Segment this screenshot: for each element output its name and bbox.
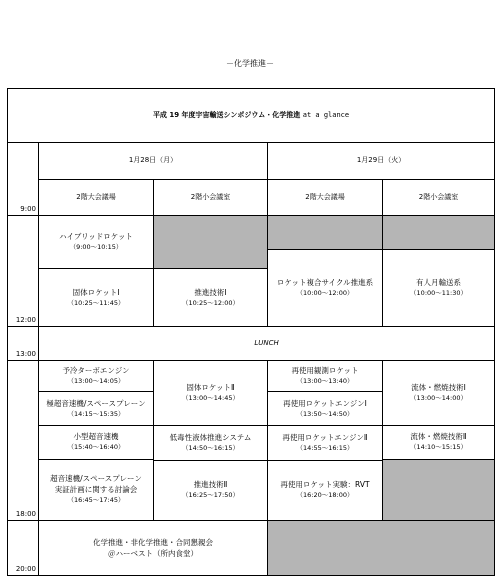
session-name: 再使用観測ロケット [291, 366, 359, 376]
session-name: 予冷ターボエンジン [62, 366, 130, 376]
day-1-header: 1月28日（月） [39, 143, 268, 179]
empty-slot [383, 460, 495, 520]
room-d1-hall: 2階大会議場 [39, 179, 154, 215]
room-d1-room: 2階小会議室 [154, 179, 268, 215]
lunch-break: LUNCH [39, 326, 495, 360]
session-time: （14:50～16:15） [182, 443, 239, 452]
session-time: （15:40～16:40） [67, 443, 125, 452]
session-d1-hall-precool [39, 361, 154, 392]
schedule-title [8, 89, 495, 143]
time-label-2000: 20:00 [8, 520, 39, 575]
empty-slot [268, 216, 383, 249]
session-time: （16:20～18:00） [296, 491, 354, 500]
session-name: 再使用ロケットエンジンⅠ [283, 398, 367, 408]
session-time: （13:00～13:40） [296, 377, 354, 386]
session-d2-hall-engine2 [268, 425, 383, 460]
session-name: 低毒性液体推進システム [169, 432, 252, 442]
room-d2-hall: 2階大会議場 [268, 179, 383, 215]
reception-line1: 化学推進・非化学推進・合同懇親会 [93, 537, 213, 547]
empty-slot [268, 520, 495, 575]
session-d2-room-fluid1 [383, 361, 495, 426]
session-name: 再使用ロケット実験：RVT [280, 480, 370, 490]
session-name: 流体・燃焼技術Ⅰ [411, 382, 466, 392]
session-d1-hall-small [39, 425, 154, 459]
session-d1-hall-debate [39, 460, 154, 520]
session-time: （14:10～15:15） [410, 443, 468, 452]
session-time: （10:25～11:45） [67, 298, 125, 307]
time-label-1300: 13:00 [8, 326, 39, 360]
session-time: （13:00～14:45） [182, 393, 239, 402]
session-d2-hall-combined [268, 249, 383, 326]
session-d1-hall-solid1 [39, 269, 154, 326]
session-d1-room-prop1 [154, 269, 268, 326]
time-label-1200: 12:00 [8, 216, 39, 327]
session-name: 推進技術Ⅰ [194, 287, 227, 297]
session-name: 再使用ロケットエンジンⅡ [282, 432, 368, 442]
session-time: （14:55～16:15） [296, 443, 354, 452]
session-time: （10:00～11:30） [410, 288, 468, 297]
session-d1-hall-hybrid [39, 216, 154, 269]
session-name: ロケット複合サイクル推進系 [276, 277, 374, 287]
title-suffix: at a glance [302, 111, 350, 120]
session-d2-hall-engine1 [268, 392, 383, 425]
session-name: 固体ロケットⅠ [72, 287, 120, 297]
empty-slot [154, 216, 268, 269]
session-name: 固体ロケットⅡ [186, 382, 235, 392]
schedule-table [7, 88, 495, 576]
time-label-1800: 18:00 [8, 361, 39, 521]
session-d1-room-lowtox [154, 425, 268, 460]
title-main: 平成 19 年度宇宙輸送シンポジウム・化学推進 [152, 111, 301, 120]
session-name: ハイブリッドロケット [59, 232, 133, 242]
reception-line2: ＠ハーベスト（所内食堂） [108, 548, 198, 558]
room-d2-room: 2階小会議室 [383, 179, 495, 215]
title-row [8, 89, 495, 143]
empty-slot [383, 216, 495, 249]
session-d2-hall-reusable-obs [268, 361, 383, 392]
session-name-line1: 超音速機/スペースプレーン [50, 474, 142, 484]
session-name-line2: 実証計画に関する討論会 [54, 485, 138, 495]
session-time: （14:15～15:35） [67, 409, 125, 418]
day-2-header: 1月29日（火） [268, 143, 495, 179]
session-d2-room-fluid2 [383, 425, 495, 459]
section-label: －化学推進－ [226, 59, 274, 68]
session-name: 推進技術Ⅱ [193, 480, 228, 490]
session-name: 流体・燃焼技術Ⅱ [410, 432, 467, 442]
session-d1-room-solid2 [154, 361, 268, 426]
session-time: （10:25～12:00） [182, 298, 239, 307]
session-d2-hall-rvt [268, 461, 383, 520]
session-time: （9:00～10:15） [69, 243, 123, 252]
session-time: （13:00～14:05） [67, 377, 125, 386]
time-label-0900: 9:00 [8, 143, 39, 216]
session-time: （16:25～17:50） [182, 491, 239, 500]
session-time: （10:00～12:00） [296, 288, 354, 297]
session-d1-hall-hyper [39, 392, 154, 425]
session-reception [39, 520, 268, 575]
session-d2-room-crewed [383, 249, 495, 326]
session-time: （13:00～14:00） [410, 393, 468, 402]
session-name: 有人月輸送系 [416, 277, 462, 287]
session-time: （16:45～17:45） [67, 496, 125, 505]
session-time: （13:50～14:50） [296, 409, 354, 418]
day-header-row [8, 143, 495, 179]
session-name: 小型超音速機 [73, 432, 119, 442]
session-name: 極超音速機/スペースプレーン [46, 398, 146, 408]
room-header-row [8, 179, 495, 215]
session-d1-room-prop2 [154, 461, 268, 520]
